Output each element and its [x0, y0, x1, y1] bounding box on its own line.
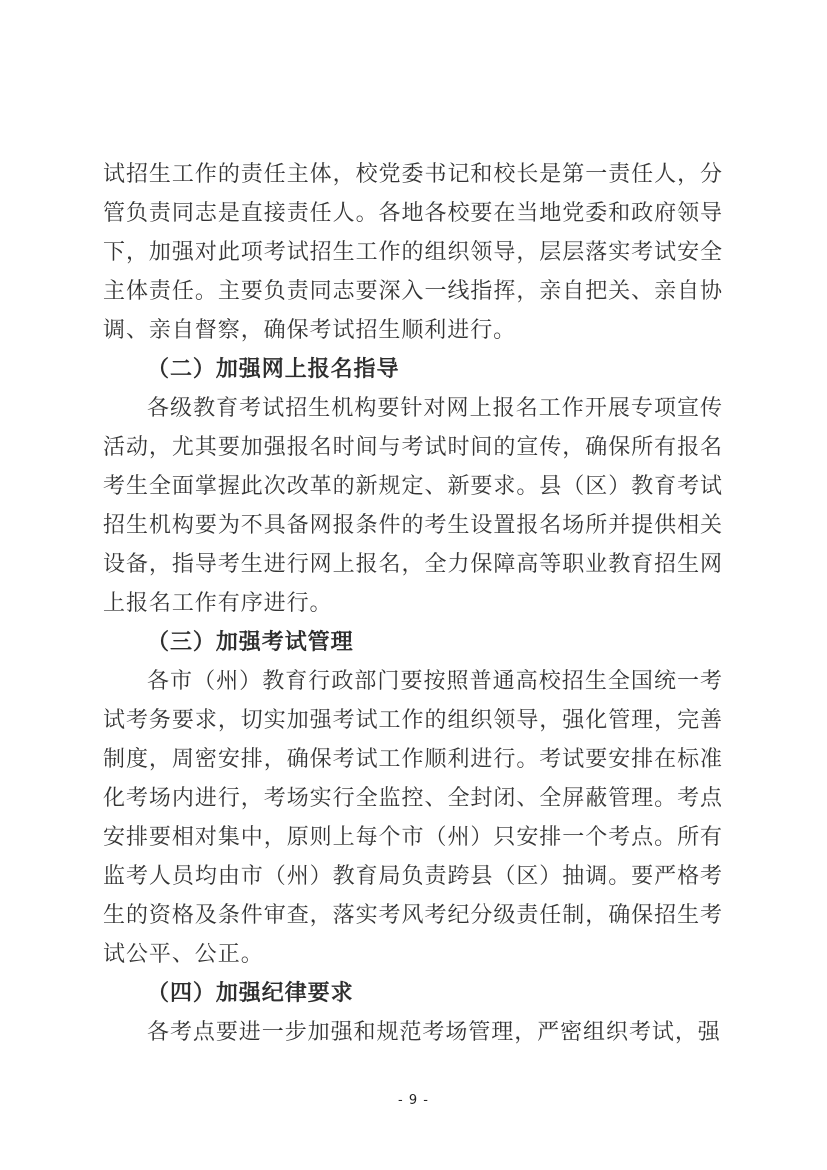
paragraph: 各考点要进一步加强和规范考场管理，严密组织考试，强 [147, 1019, 721, 1044]
paragraph: 各级教育考试招生机构要针对网上报名工作开展专项宣传活动，尤其要加强报名时间与考试时间的宣传，确保所有报名考生全面掌握此次改革的新规定、新要求。县（区）教育考试招生机构要为不具备网报条件的考生设置报名场所并提供相关设备，指导考生进行网上报名，全力保障高等职业教育招生网上报名工作有序进行。 [103, 395, 723, 615]
section-heading-2: （二）加强网上报名指导 [147, 356, 400, 381]
section-heading-4: （四）加强纪律要求 [147, 980, 354, 1005]
section-heading-3: （三）加强考试管理 [147, 629, 354, 654]
paragraph: 各市（州）教育行政部门要按照普通高校招生全国统一考试考务要求，切实加强考试工作的组织领导，强化管理，完善制度，周密安排，确保考试工作顺利进行。考试要安排在标准化考场内进行，考场实行全监控、全封闭、全屏蔽管理。考点安排要相对集中，原则上每个市（州）只安排一个考点。所有监考人员均由市（州）教育局负责跨县（区）抽调。要严格考生的资格及条件审查，落实考风考纪分级责任制，确保招生考试公平、公正。 [103, 668, 723, 966]
document-text-block [103, 154, 723, 1051]
page-number: - 9 - [398, 1093, 429, 1108]
paragraph-continued: 试招生工作的责任主体，校党委书记和校长是第一责任人，分管负责同志是直接责任人。各地各校要在当地党委和政府领导下，加强对此项考试招生工作的组织领导，层层落实考试安全主体责任。主要负责同志要深入一线指挥，亲自把关、亲自协调、亲自督察，确保考试招生顺利进行。 [103, 161, 723, 342]
